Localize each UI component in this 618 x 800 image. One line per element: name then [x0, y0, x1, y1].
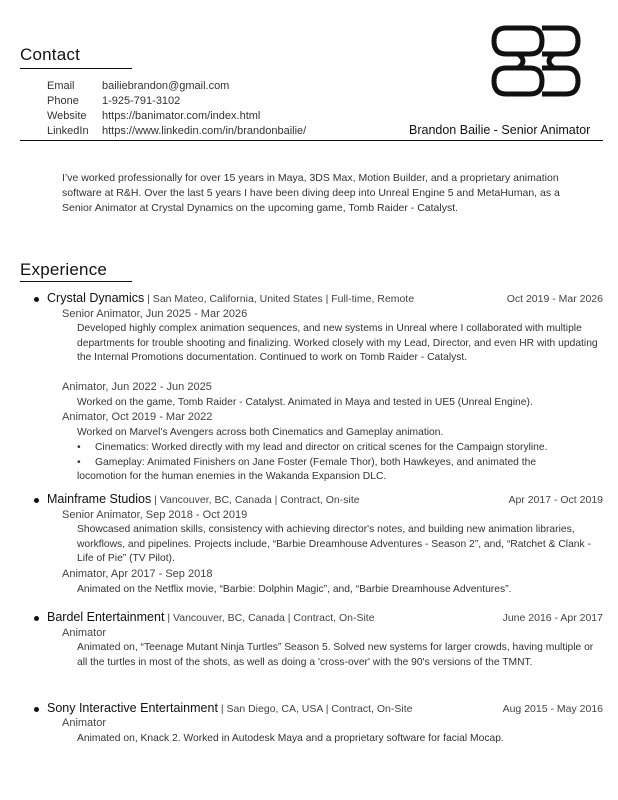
- sub-bullet-marker: •: [77, 457, 81, 468]
- job-bullet: [34, 498, 39, 503]
- role-title: Animator: [62, 717, 107, 729]
- summary-paragraph: I’ve worked professionally for over 15 years in Maya, 3DS Max, Motion Builder, and a proprietary animation software at R&H. Over the last 5 years I have been diving deep into Unreal Engine 5 and MetaHuman, as a Senior Animator at Crystal Dynamics on the upcoming game, Tomb Raider - Catalyst.: [62, 172, 560, 214]
- contact-label: Website: [47, 110, 87, 122]
- role-description: Animated on the Netflix movie, “Barbie: Dolphin Magic”, and, “Barbie Dreamhouse Adventures”.: [77, 584, 512, 595]
- contact-row-phone: [47, 95, 377, 110]
- company-meta: | San Mateo, California, United States | Full-time, Remote: [144, 293, 415, 305]
- sub-bullet-gameplay: Gameplay: Animated Finishers on Jane Foster (Female Thor), both Hawkeyes, and animated the: [95, 457, 537, 468]
- sub-bullet-marker: •: [77, 442, 81, 453]
- bb-monogram-logo-icon: [488, 22, 584, 100]
- contact-label: LinkedIn: [47, 125, 89, 137]
- company-name: Sony Interactive Entertainment: [47, 701, 218, 715]
- contact-label: Phone: [47, 95, 79, 107]
- phone-value: 1-925-791-3102: [102, 95, 181, 107]
- website-link[interactable]: https://banimator.com/index.html: [102, 110, 261, 122]
- contact-heading-rule: [20, 68, 132, 69]
- company-meta: | Vancouver, BC, Canada | Contract, On-Site: [164, 612, 375, 624]
- role-description: Showcased animation skills, consistency with achieving director's notes, and building new animation libraries, workflows, and pipelines. Projects include, “Barbie Dreamhouse Adventures - Season 2”, and, “Ratchet & Clank - Life of Pie” (TV Pilot).: [77, 524, 591, 564]
- job-dates: Oct 2019 - Mar 2026: [506, 293, 603, 305]
- contact-row-website: [47, 110, 377, 125]
- role-description-tail: locomotion for the human enemies in the Wakanda Expansion DLC.: [77, 471, 387, 482]
- role-description: Animated on, “Teenage Mutant Ninja Turtles” Season 5. Solved new systems for larger crowds, having multiple or all the turtles in most of the shots, as well as doing a 'cross-over' with the 90's versions of the TMNT.: [77, 642, 594, 668]
- experience-heading-rule: [20, 281, 132, 282]
- role-description: Worked on the game, Tomb Raider - Catalyst. Animated in Maya and tested in UE5 (Unreal Engine).: [77, 397, 533, 408]
- role-title: Senior Animator, Jun 2025 - Mar 2026: [62, 308, 248, 320]
- role-title: Senior Animator, Sep 2018 - Oct 2019: [62, 509, 248, 521]
- contact-row-email: [47, 80, 377, 95]
- email-value[interactable]: bailiebrandon@gmail.com: [102, 80, 230, 92]
- role-title: Animator, Oct 2019 - Mar 2022: [62, 411, 213, 423]
- role-description: Animated on, Knack 2. Worked in Autodesk Maya and a proprietary software for facial Mocap.: [77, 733, 504, 744]
- role-description: Worked on Marvel’s Avengers across both Cinematics and Gameplay animation.: [77, 427, 444, 438]
- name-title: Brandon Bailie - Senior Animator: [409, 123, 591, 137]
- company-mainframe-studios: [47, 492, 360, 506]
- contact-row-linkedin: [47, 125, 377, 140]
- job-dates: Apr 2017 - Oct 2019: [508, 494, 603, 506]
- role-description: Developed highly complex animation sequences, and new systems in Unreal where I collaborated with multiple departments for trouble shooting and finalizing. Worked closely with my Lead, Director, and even HR with updating the Internal Promotions documentation. Continued to work on Tomb Raider - Catalyst.: [77, 323, 598, 363]
- company-name: Mainframe Studios: [47, 492, 152, 506]
- job-dates: June 2016 - Apr 2017: [502, 612, 603, 624]
- experience-heading: Experience: [20, 260, 108, 279]
- company-meta: | Vancouver, BC, Canada | Contract, On-site: [151, 494, 360, 506]
- job-bullet: [34, 616, 39, 621]
- job-bullet: [34, 707, 39, 712]
- job-bullet: [34, 297, 39, 302]
- company-name: Crystal Dynamics: [47, 291, 145, 305]
- company-bardel-entertainment: [47, 610, 375, 624]
- contact-heading: Contact: [20, 45, 80, 64]
- company-crystal-dynamics: [47, 291, 414, 305]
- company-sony-interactive: [47, 701, 412, 715]
- role-title: Animator, Apr 2017 - Sep 2018: [62, 568, 213, 580]
- header-divider: [20, 140, 603, 141]
- company-meta: | San Diego, CA, USA | Contract, On-Site: [217, 703, 413, 715]
- job-dates: Aug 2015 - May 2016: [502, 703, 603, 715]
- contact-label: Email: [47, 80, 75, 92]
- linkedin-link[interactable]: https://www.linkedin.com/in/brandonbailie/: [102, 125, 307, 137]
- role-title: Animator, Jun 2022 - Jun 2025: [62, 381, 212, 393]
- role-title: Animator: [62, 627, 107, 639]
- sub-bullet-cinematics: Cinematics: Worked directly with my lead and director on critical scenes for the Campaign storyline.: [95, 442, 548, 453]
- company-name: Bardel Entertainment: [47, 610, 165, 624]
- contact-list: [47, 80, 377, 140]
